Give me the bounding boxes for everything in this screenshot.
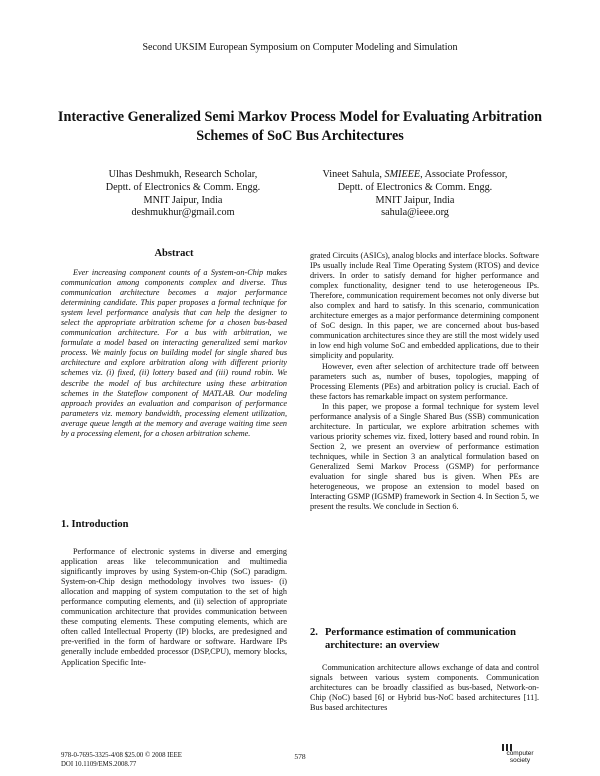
- right-paragraph-3: In this paper, we propose a formal technique for system level performance analysis of a Single Shared Bus (SSB) communication architecture. In particular, we explore arbitration schemes with various priority schemes viz. fixed, lottery based and round robin. In Section 2, we present an overview of performance estimation techniques, while in Section 3 an analytical formulation based on Generalized Semi Markov Process (GSMP) for performance evaluation for single shared bus is given. When PEs are heterogeneous, we propose an extension to model based on Interacting GSMP (IGSMP) framework in Section 4. In Section 5, we present the results. We conclude in Section 6.: [310, 401, 539, 512]
- section-2-number: 2.: [310, 627, 318, 638]
- author-2-membership: SMIEEE: [384, 169, 421, 180]
- page-number: 578: [294, 752, 306, 761]
- section-1-body: [61, 547, 287, 668]
- abstract-heading: Abstract: [154, 248, 194, 259]
- paper-title-line-2: Schemes of SoC Bus Architectures: [196, 128, 404, 144]
- author-2-dept: Deptt. of Electronics & Comm. Engg.: [337, 181, 493, 193]
- footer-doi: DOI 10.1109/EMS.2008.77: [61, 760, 137, 768]
- right-column-text: [310, 251, 539, 512]
- abstract-paragraph: Ever increasing component counts of a System-on-Chip makes communication among components complex and diverse. Thus communication architecture becomes a major performance determining candidate. This paper proposes a formal technique for system level performance analysis that can help the designer to select the appropriate arbitration scheme for a chosen bus-based communication architecture. For a bus with arbitration, we formulate a model based on interacting generalized semi markov process. We mainly focus on building model for single shared bus architecture and explore arbitration along with different priority schemes viz. (i) fixed, (ii) lottery based and (iii) round robin. We describe the model of bus architecture using these arbitration schemes in the Stateflow component of MATLAB. Our modeling approach provides an evaluation and comparison of performance parameters viz. memory bandwidth, processing element utilization, average queue length at the memory and average waiting time seen by a processing element, for a chosen arbitration scheme.: [61, 268, 287, 438]
- ieee-computer-society-logo-icon: [492, 744, 548, 766]
- section-1-paragraph: Performance of electronic systems in diverse and emerging application areas like telecommunication and multimedia significantly improves by using System-on-Chip (SoC) paradigm. System-on-Chip design methodology involves two issues- (i) allocation and mapping of system computation to the set of high performance computing elements, and (ii) selection of appropriate communication architecture that provides communication between these computing elements. These computing elements, which are often called Intellectual Property (IP) blocks, are predesigned and pre-verified in the form of hardware or software. Hardware IPs generally include embedded processor (DSP,CPU), memory blocks, Application Specific Inte-: [61, 547, 287, 667]
- author-2-email: sahula@ieee.org: [381, 207, 449, 219]
- author-block-2: [290, 169, 540, 220]
- paper-title-line-1: Interactive Generalized Semi Markov Process Model for Evaluating Arbitration: [57, 109, 543, 125]
- section-1-heading: 1. Introduction: [61, 519, 129, 530]
- footer-isbn: 978-0-7695-3325-4/08 $25.00 © 2008 IEEE: [61, 752, 182, 759]
- right-paragraph-2: However, even after selection of architecture trade off between parameters such as, number of buses, topologies, mapping of Processing Elements (PEs) and arbitration policy is crucial. Each of these factors has remarkable impact on system performance.: [310, 361, 539, 401]
- section-2-body: [310, 663, 539, 713]
- author-1-email: deshmukhur@gmail.com: [131, 207, 235, 219]
- abstract-text: [61, 268, 287, 439]
- section-2-heading-line-2: architecture: an overview: [325, 640, 440, 651]
- author-2-name-line: [290, 169, 540, 182]
- author-2-institution: MNIT Jaipur, India: [375, 194, 455, 206]
- section-2-paragraph: Communication architecture allows exchange of data and control signals between various system components. Communication architectures can be broadly classified as bus-based, Network-on-Chip (NoC) based [6] or Hybrid bus-NoC based architectures [11]. Bus based architectures: [310, 663, 539, 713]
- right-paragraph-continued: grated Circuits (ASICs), analog blocks and interface blocks. Software IPs usually include Real Time Operating System (RTOS) and device drivers. In order to satisfy demand for higher performance and complex functionality, designer tend to use heterogeneous IPs. Therefore, communication requirement becomes not only diverse but also complex and hard to satisfy. In this scenario, communication architecture emerges as a major performance determining component of SoC design. In this paper, we are concerned about bus-based communication architectures since they are still the most widely used in low end high volume SoC and embedded applications, due to their simplicity and popularity.: [310, 251, 539, 361]
- author-2-role: , Associate Professor,: [420, 169, 508, 180]
- footer-copyright: [61, 752, 182, 769]
- conference-header: Second UKSIM European Symposium on Computer Modeling and Simulation: [142, 42, 458, 53]
- author-1-dept: Deptt. of Electronics & Comm. Engg.: [105, 181, 261, 193]
- paper-title: [40, 108, 560, 146]
- section-2-heading-line-1: Performance estimation of communication: [325, 627, 516, 638]
- author-2-name: Vineet Sahula,: [322, 169, 385, 180]
- author-block-1: [58, 169, 308, 220]
- logo-word-2: society: [509, 757, 531, 764]
- logo-word-1: computer: [506, 750, 534, 757]
- section-2-heading: [310, 626, 539, 652]
- author-1-institution: MNIT Jaipur, India: [143, 194, 223, 206]
- author-1-name: Ulhas Deshmukh, Research Scholar,: [108, 169, 258, 180]
